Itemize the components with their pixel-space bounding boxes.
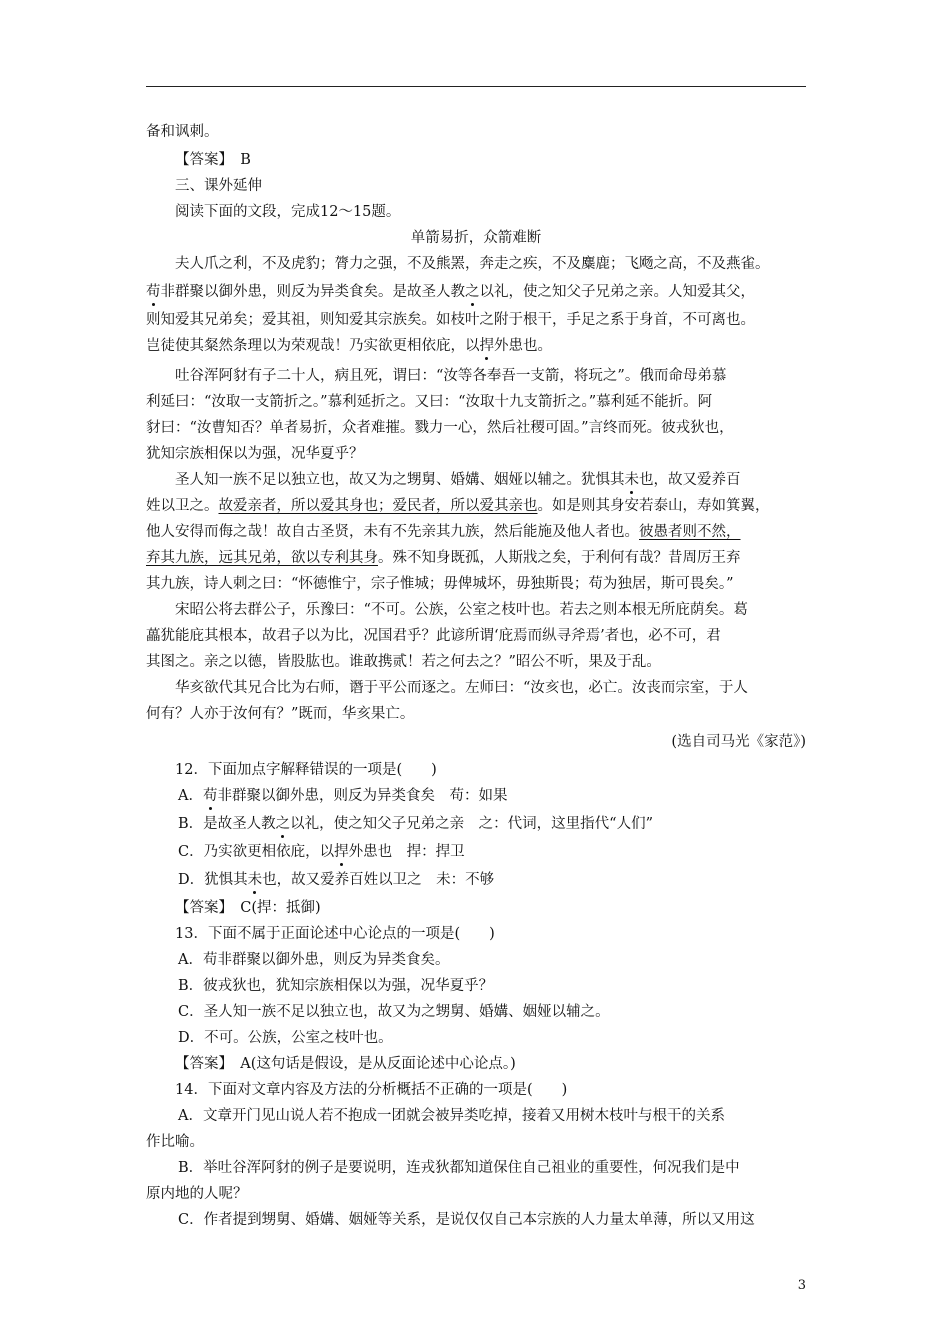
- question-13: 13．下面不属于正面论述中心论点的一项是( ): [175, 926, 495, 942]
- option-12c: [178, 842, 806, 862]
- text-span: C．乃实欲更相依庇，以: [178, 844, 335, 860]
- dotted-char: 苟: [202, 788, 218, 804]
- passage-title: 单箭易折，众箭难断: [410, 230, 542, 246]
- underlined-text: 弃其九族，远其兄弟，欲以专利其身: [146, 550, 378, 566]
- option-14c: C．作者提到甥舅、婚媾、姻娅等关系，是说仅仅自己本宗族的人力量太单薄，所以又用这: [178, 1212, 755, 1228]
- text-span: 。殊不知身既孤，人斯戕之矣，于利何有哉？昔周厉王弃: [378, 550, 741, 566]
- option-12b: [178, 814, 806, 834]
- text-span: 岂徒使其粲然条理以为荣观哉！乃实欲更相依庇，以: [146, 338, 480, 354]
- text-span: 圣人知一族不足以独立也，故又为之甥舅、婚媾、姻娅以辅之。犹惧其: [175, 472, 625, 488]
- passage-line: [146, 522, 806, 542]
- passage-line: 犹知宗族相保以为强，况华夏乎？: [146, 446, 364, 462]
- passage-line: 豺曰：“汝曹知否？单者易折，众者难摧。戮力一心，然后社稷可固。”言终而死。彼戎狄也，: [146, 420, 734, 436]
- section-heading: 三、课外延伸: [175, 178, 262, 194]
- page-number: 3: [797, 1278, 806, 1293]
- option-12d: [178, 870, 806, 890]
- passage-line: 宋昭公将去群公子，乐豫曰：“不可。公族，公室之枝叶也。若去之则本根无所庇荫矣。葛: [175, 602, 748, 618]
- option-12a: [178, 786, 806, 806]
- text-span: 以礼，使之知父子兄弟之亲 之：代词，这里指代“人们”: [290, 816, 653, 832]
- option-14b: B．举吐谷浑阿豺的例子是要说明，连戎狄都知道保住自己祖业的重要性，何况我们是中: [178, 1160, 740, 1176]
- option-13a: A．苟非群聚以御外患，则反为异类食矣。: [178, 952, 450, 968]
- passage-line: [146, 548, 806, 568]
- text-span: 也，故又爱养百姓以卫之 未：不够: [262, 872, 495, 888]
- dotted-char: 捍: [334, 844, 349, 860]
- question-14: 14．下面对文章内容及方法的分析概括不正确的一项是( ): [175, 1082, 568, 1098]
- text-span: 姓以卫之。: [146, 498, 219, 514]
- underlined-text: 彼愚者则不然，: [639, 524, 741, 540]
- passage-line: 吐谷浑阿豺有子二十人，病且死，谓曰：“汝等各奉吾一支箭，将玩之”。俄而命母弟慕: [175, 368, 727, 384]
- passage-line: [146, 282, 806, 302]
- passage-line: 利延曰：“汝取一支箭折之。”慕利延折之。又曰：“汝取十九支箭折之。”慕利延不能折。阿: [146, 394, 713, 410]
- text-span: D．犹惧其: [178, 872, 248, 888]
- question-12: 12．下面加点字解释错误的一项是( ): [175, 762, 437, 778]
- option-14b-cont: 原内地的人呢？: [146, 1186, 248, 1202]
- text-span: B．是故圣人教: [178, 816, 276, 832]
- passage-line: [146, 336, 806, 356]
- text-span: 。如是则其身安若泰山，寿如箕翼，: [537, 498, 770, 514]
- passage-line: 其图之。亲之以德，皆股肱也。谁敢携贰！若之何去之？”昭公不听，果及于乱。: [146, 654, 661, 670]
- passage-line: 其九族，诗人刺之曰：“怀德惟宁，宗子惟城；毋俾城坏，毋独斯畏；苟为独居，斯可畏矣。”: [146, 576, 734, 592]
- option-14a: A．文章开门见山说人若不抱成一团就会被异类吃掉，接着又用树木枝叶与根干的关系: [178, 1108, 725, 1124]
- option-13d: D．不可。公族，公室之枝叶也。: [178, 1030, 393, 1046]
- underlined-text: 故爱亲者，所以爱其身也；爱民者，所以爱其亲也: [218, 498, 538, 514]
- passage-line: 华亥欲代其兄合比为右师，谮于平公而逐之。左师曰：“汝亥也，必亡。汝丧而宗室，于人: [175, 680, 748, 696]
- text-span: A．: [178, 788, 203, 804]
- header-rule: [146, 86, 806, 87]
- text-span: 他人安得而侮之哉！故自古圣贤，未有不先亲其九族，然后能施及他人者也。: [146, 524, 639, 540]
- answer-13: 【答案】 A(这句话是假设，是从反面论述中心论点。): [175, 1056, 516, 1072]
- option-13b: B．彼戎狄也，犹知宗族相保以为强，况华夏乎？: [178, 978, 494, 994]
- passage-line: [175, 470, 806, 490]
- passage-line: 则知爱其兄弟矣；爱其祖，则知爱其宗族矣。如枝叶之附于根干，手足之系于身首，不可离也。: [146, 312, 755, 328]
- text-span: 也，故又爱养百: [639, 472, 741, 488]
- text-span: 非群聚以御外患，则反为异类食矣 苟：如果: [217, 788, 508, 804]
- text-span: 外患也 捍：捍卫: [348, 844, 465, 860]
- passage-line: 夫人爪之利，不及虎豹；膂力之强，不及熊罴，奔走之疾，不及麋鹿；飞飏之高，不及燕雀。: [175, 256, 770, 272]
- passage-line: 何有？人亦于汝何有？”既而，华亥果亡。: [146, 706, 415, 722]
- text-line: 备和讽刺。: [146, 124, 219, 140]
- dotted-char: 未: [247, 872, 263, 888]
- passage-line: 藟犹能庇其根本，故君子以为比，况国君乎？此谚所谓‘庇焉而纵寻斧焉’者也，必不可，君: [146, 628, 721, 644]
- text-span: 非群聚以御外患，则反为异类食矣。是故圣人教: [160, 284, 465, 300]
- dotted-char: 之: [275, 816, 291, 832]
- passage-line: [146, 496, 806, 516]
- option-13c: C．圣人知一族不足以独立也，故又为之甥舅、婚媾、姻娅以辅之。: [178, 1004, 610, 1020]
- answer-12: 【答案】 C(捍：抵御): [175, 900, 321, 916]
- dotted-char: 捍: [479, 338, 494, 354]
- option-14a-cont: 作比喻。: [146, 1134, 204, 1150]
- dotted-char: 未: [624, 472, 639, 488]
- instruction-line: 阅读下面的文段，完成12～15题。: [175, 204, 401, 220]
- text-span: 外患也。: [494, 338, 552, 354]
- dotted-char: 之: [465, 284, 480, 300]
- dotted-char: 苟: [146, 284, 161, 300]
- answer-line: 【答案】 B: [175, 152, 251, 168]
- text-span: 以礼，使之知父子兄弟之亲。人知爱其父，: [479, 284, 755, 300]
- source-citation: (选自司马光《家范》): [671, 734, 806, 750]
